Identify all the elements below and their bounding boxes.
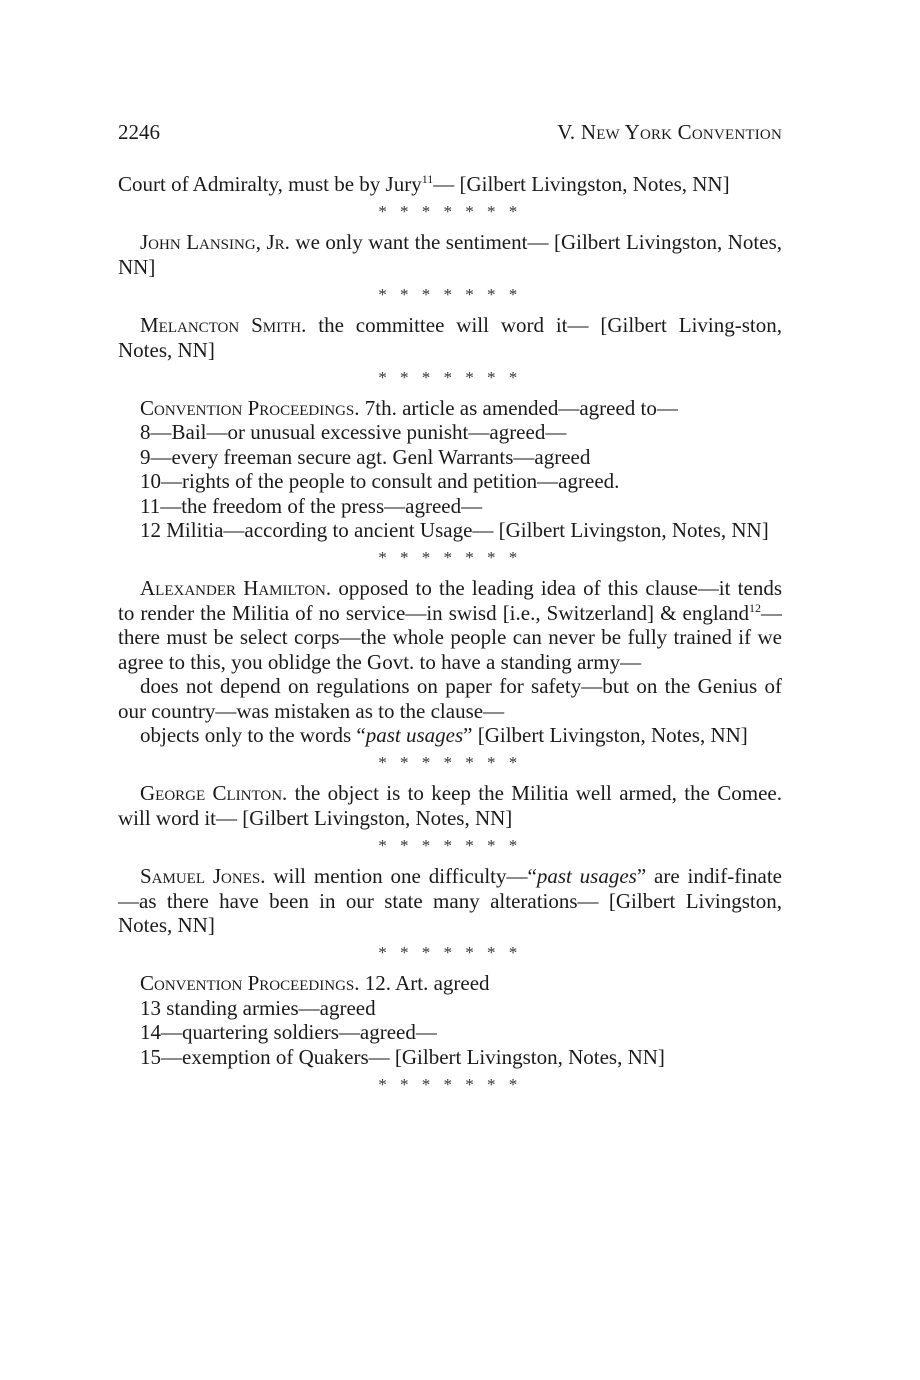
speaker-name: John Lansing, Jr. <box>140 230 290 255</box>
page-number: 2246 <box>118 120 160 144</box>
article-line: 14—quartering soldiers—agreed— <box>140 1020 437 1045</box>
speaker-name: Samuel Jones. <box>140 864 266 889</box>
speaker-name: Convention Proceedings. <box>140 396 360 421</box>
entry-lansing: John Lansing, Jr. we only want the sentiment— [Gilbert Livingston, Notes, NN] <box>118 230 782 279</box>
section-divider: * * * * * * * <box>378 753 522 773</box>
entry-hamilton: Alexander Hamilton. opposed to the leading idea of this clause—it tends to render the Militia of no service—in swisd [i.e., Switzerland] & england$^{12}$—there must be select corps—the whole people can never be fully trained if we agree to this, you oblidge the Govt. to have a standing army— does not depend on regulations on paper for safety—but on the Genius of our country—was mistaken as to the clause— objects only to the words “past usages” [Gilbert Livingston, Notes, NN] <box>118 576 782 747</box>
entry-proceedings-2: Convention Proceedings. 12. Art. agreed 13 standing armies—agreed 14—quartering soldiers—agreed— 15—exemption of Quakers— [Gilbert Livingston, Notes, NN] <box>118 971 782 1069</box>
speaker-name: George Clinton. <box>140 781 288 806</box>
section-divider: * * * * * * * <box>378 1074 522 1094</box>
article-line: 10—rights of the people to consult and petition—agreed. <box>140 469 620 494</box>
section-divider: * * * * * * * <box>378 943 522 963</box>
article-line: 8—Bail—or unusual excessive punisht—agreed— <box>140 420 567 445</box>
entry-jones: Samuel Jones. will mention one difficulty—“past usages” are indif-finate—as there have been in our state many alterations— [Gilbert Livingston, Notes, NN] <box>118 864 782 937</box>
article-line: 9—every freeman secure agt. Genl Warrants—agreed <box>140 444 591 469</box>
speaker-name: Melancton Smith. <box>140 313 307 338</box>
section-divider: * * * * * * * <box>378 548 522 568</box>
footnote-ref-11: 11 <box>421 172 434 186</box>
article-line: 12 Militia—according to ancient Usage— [Gilbert Livingston, Notes, NN] <box>140 518 769 543</box>
entry-proceedings-1: Convention Proceedings. 7th. article as amended—agreed to— 8—Bail—or unusual excessive punisht—agreed— 9—every freeman secure agt. Genl Warrants—agreed 10—rights of the people to consult and petition—agreed. 11—the freedom of the press—agreed— 12 Militia—according to ancient Usage— [Gilbert Livingston, Notes, NN] <box>118 396 782 542</box>
article-line: 11—the freedom of the press—agreed— <box>140 493 483 518</box>
page-header <box>118 120 782 150</box>
section-divider: * * * * * * * <box>378 836 522 856</box>
footnote-ref-12: 12 <box>749 600 761 615</box>
section-divider: * * * * * * * <box>378 368 522 388</box>
entry-admiralty: Court of Admiralty, must be by Jury$^{11}$— [Gilbert Livingston, Notes, NN] <box>118 172 730 196</box>
article-line: 15—exemption of Quakers— [Gilbert Livingston, Notes, NN] <box>140 1044 665 1069</box>
speaker-name: Alexander Hamilton. <box>140 576 332 601</box>
running-title: V. New York Convention <box>557 120 782 144</box>
entry-clinton: George Clinton. the object is to keep the Militia well armed, the Comee. will word it— [Gilbert Livingston, Notes, NN] <box>118 781 782 830</box>
section-divider: * * * * * * * <box>378 202 522 222</box>
article-line: 13 standing armies—agreed <box>140 995 376 1020</box>
section-divider: * * * * * * * <box>378 285 522 305</box>
entry-smith: Melancton Smith. the committee will word it— [Gilbert Living-ston, Notes, NN] <box>118 313 782 362</box>
speaker-name: Convention Proceedings. <box>140 971 360 996</box>
document-page <box>118 120 782 1103</box>
